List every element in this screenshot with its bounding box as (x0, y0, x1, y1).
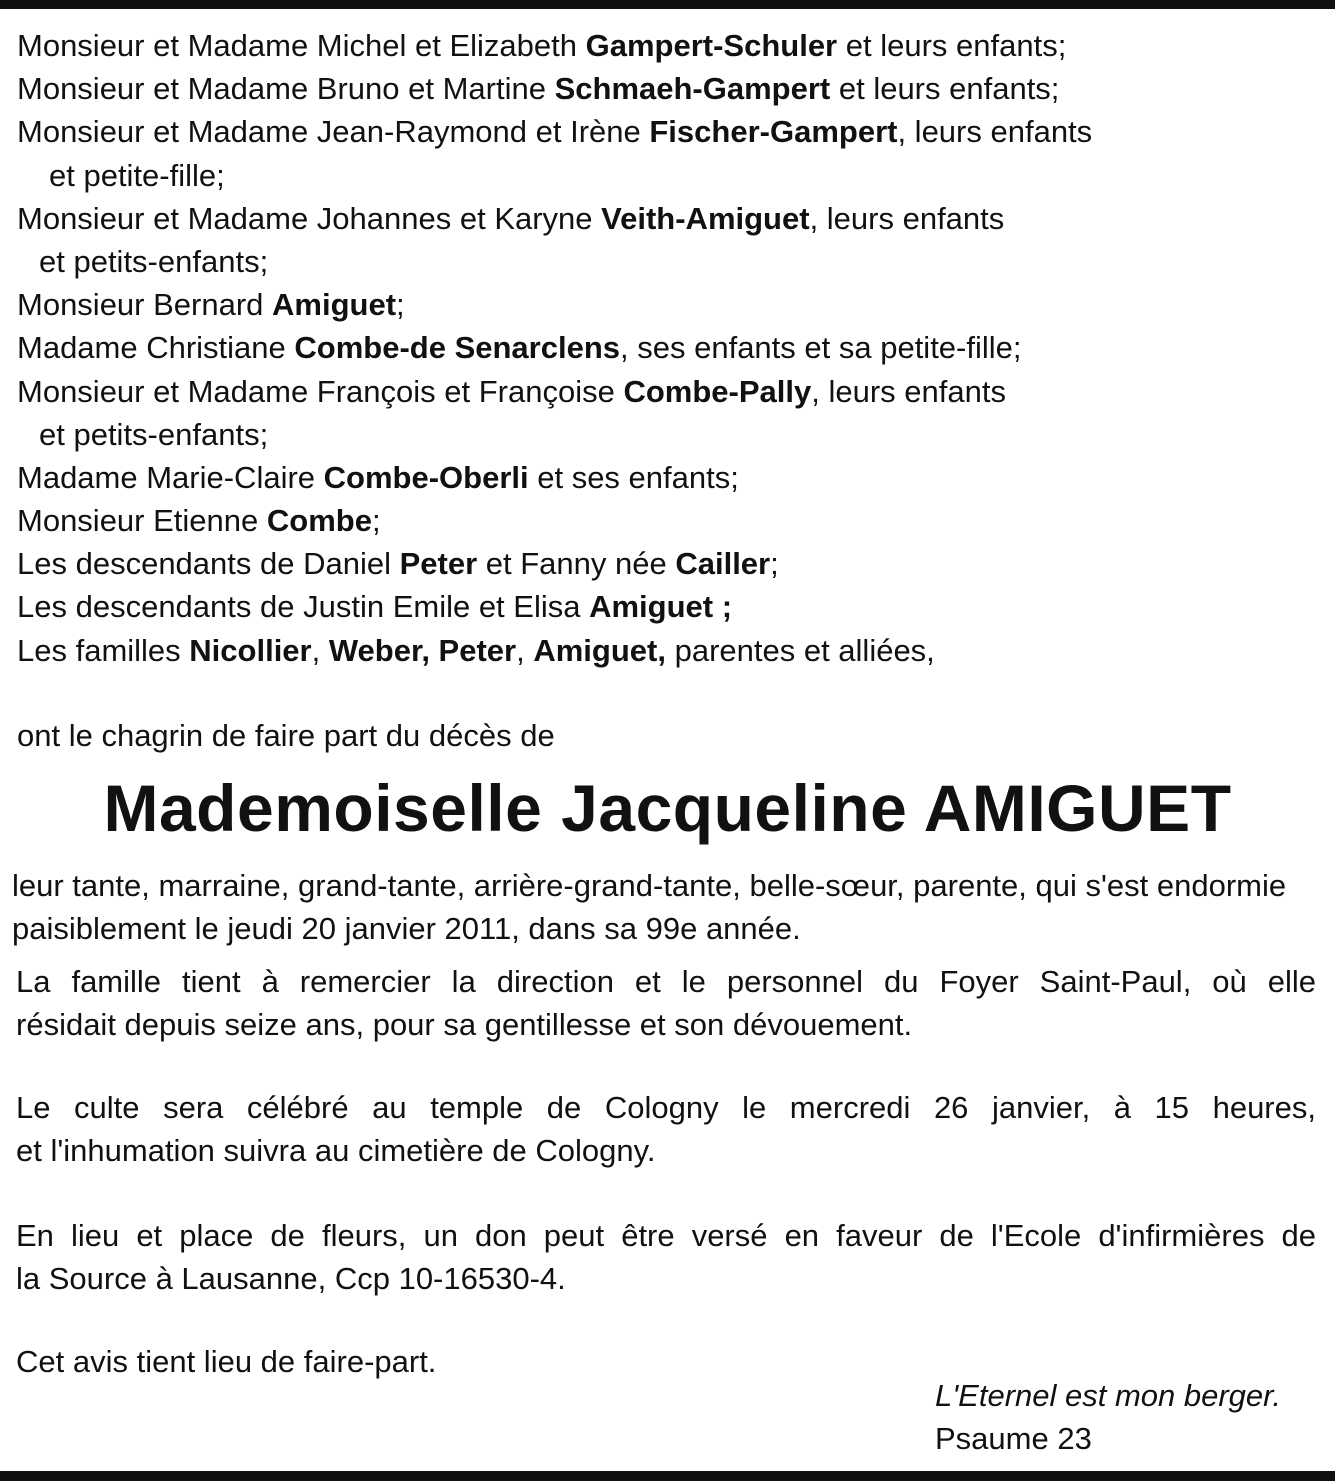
family-text: Madame Marie-Claire (17, 459, 324, 495)
family-text: et ses enfants; (528, 459, 739, 495)
family-text: et petits-enfants; (39, 243, 269, 279)
family-line (17, 154, 1317, 197)
family-line (17, 110, 1317, 153)
family-text: Monsieur et Madame François et Françoise (17, 373, 624, 409)
top-border-rule (0, 0, 1335, 9)
family-line (17, 283, 1317, 326)
family-text: Monsieur et Madame Bruno et Martine (17, 71, 555, 107)
family-text: , leurs enfants (811, 373, 1006, 409)
family-line (17, 629, 1317, 672)
family-text: , leurs enfants (897, 114, 1093, 150)
family-surname: Weber, Peter (328, 632, 517, 668)
family-text: et petite-fille; (49, 157, 225, 193)
flowers-line: En lieu et place de fleurs, un don peut être versé en faveur de l'Ecole d'infirmières de (16, 1218, 1316, 1253)
family-text: , (516, 632, 534, 668)
family-surname: Combe-Oberli (323, 459, 529, 495)
family-text: ; (770, 546, 779, 582)
family-line (17, 585, 1317, 628)
psalm-reference: Psaume 23 (935, 1421, 1092, 1456)
intro-text: ont le chagrin de faire part du décès de (17, 718, 555, 753)
family-line (17, 326, 1317, 369)
thanks-line: résidait depuis seize ans, pour sa gentillesse et son dévouement. (16, 1007, 913, 1042)
family-line (17, 67, 1317, 110)
deceased-name: Mademoiselle Jacqueline AMIGUET (103, 771, 1232, 845)
family-text: et Fanny née (477, 546, 676, 582)
family-surname: Nicollier (189, 632, 312, 668)
family-surname: Combe (266, 503, 372, 539)
family-text: Monsieur Etienne (17, 503, 267, 539)
family-text: , (311, 632, 329, 668)
flowers-paragraph (16, 1214, 1316, 1300)
relation-text: leur tante, marraine, grand-tante, arrière-grand-tante, belle-sœur, parente, qui s'est endormie paisiblement le jeudi 20 janvier 2011, dans sa 99e année. (12, 868, 1287, 946)
family-surname: Cailler (675, 546, 771, 582)
family-text: Les descendants de Daniel (17, 546, 400, 582)
psalm-quote: L'Eternel est mon berger. (935, 1378, 1281, 1413)
family-text: ; (396, 287, 405, 323)
family-text: , ses enfants et sa petite-fille; (620, 330, 1022, 366)
family-surname: Fischer-Gampert (649, 114, 898, 150)
psalm-citation (935, 1374, 1281, 1460)
family-line (17, 413, 1317, 456)
family-text: Monsieur et Madame Michel et Elizabeth (17, 28, 586, 63)
family-line (17, 370, 1317, 413)
family-text: et leurs enfants; (837, 28, 1067, 63)
family-list (17, 24, 1317, 672)
family-surname: Combe-Pally (623, 373, 812, 409)
service-line: Le culte sera célébré au temple de Cologny le mercredi 26 janvier, à 15 heures, (16, 1090, 1316, 1125)
family-surname: Veith-Amiguet (601, 200, 810, 236)
family-line (17, 499, 1317, 542)
thanks-paragraph (16, 960, 1316, 1046)
family-surname: Peter (399, 546, 478, 582)
family-text: Les descendants de Justin Emile et Elisa (17, 589, 590, 625)
family-text: Monsieur et Madame Jean-Raymond et Irène (17, 114, 650, 150)
flowers-line: la Source à Lausanne, Ccp 10-16530-4. (16, 1261, 566, 1296)
family-surname: Amiguet, (533, 632, 666, 668)
service-line: et l'inhumation suivra au cimetière de Cologny. (16, 1133, 656, 1168)
family-text: Les familles (17, 632, 190, 668)
thanks-line: La famille tient à remercier la direction et le personnel du Foyer Saint-Paul, où elle (16, 964, 1316, 999)
family-surname: Combe-de Senarclens (294, 330, 621, 366)
family-line (17, 456, 1317, 499)
service-paragraph (16, 1086, 1316, 1172)
family-text: , leurs enfants (809, 200, 1005, 236)
family-text: Madame Christiane (17, 330, 295, 366)
bottom-border-rule (0, 1471, 1335, 1481)
family-surname: Amiguet (272, 287, 397, 323)
family-text: parentes et alliées, (665, 632, 935, 668)
family-text: et leurs enfants; (830, 71, 1060, 107)
family-text: ; (371, 503, 381, 539)
family-text: et petits-enfants; (39, 416, 269, 452)
family-line (17, 197, 1317, 240)
family-line (17, 542, 1317, 585)
family-text: Monsieur Bernard (17, 287, 273, 323)
family-line (17, 24, 1317, 67)
family-surname: Schmaeh-Gampert (554, 71, 831, 107)
family-text: Monsieur et Madame Johannes et Karyne (17, 200, 602, 236)
notice-line: Cet avis tient lieu de faire-part. (16, 1344, 437, 1379)
family-surname: Amiguet ; (589, 589, 733, 625)
family-surname: Gampert-Schuler (585, 28, 838, 63)
family-line (17, 240, 1317, 283)
